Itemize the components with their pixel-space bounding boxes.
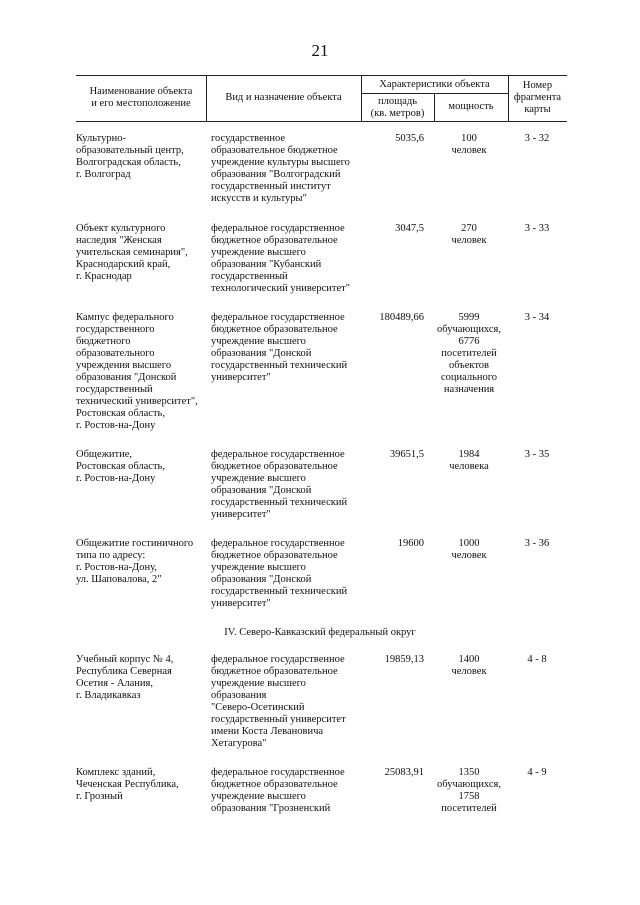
header-power: мощность xyxy=(448,101,494,112)
object-name: Общежитие, Ростовская область, г. Ростов-на-Дону xyxy=(76,449,165,484)
object-area: 3047,5 xyxy=(395,223,424,234)
object-name: Культурно- образовательный центр, Волгоградская область, г. Волгоград xyxy=(76,133,184,180)
header-purpose: Вид и назначение объекта xyxy=(225,92,342,103)
object-area: 39651,5 xyxy=(389,449,424,460)
object-area: 19600 xyxy=(397,538,424,549)
object-name: Общежитие гостиничного типа по адресу: г. Ростов-на-Дону, ул. Шаповалова, 2" xyxy=(76,538,194,585)
header-characteristics: Характеристики объекта xyxy=(379,79,490,90)
map-fragment-number: 3 - 34 xyxy=(524,312,550,323)
object-purpose: федеральное государственное бюджетное образовательное учреждение высшего образования "Донской государственный технический университет" xyxy=(211,538,348,609)
map-fragment-number: 3 - 33 xyxy=(524,223,550,234)
map-fragment-number: 3 - 35 xyxy=(524,449,550,460)
object-capacity: 270 человек xyxy=(451,223,487,246)
object-capacity: 1984 человека xyxy=(449,449,489,472)
map-fragment-number: 3 - 36 xyxy=(524,538,550,549)
object-purpose: федеральное государственное бюджетное образовательное учреждение высшего образования "Донской государственный технический университет" xyxy=(211,312,348,383)
object-capacity: 1400 человек xyxy=(451,654,487,677)
object-name: Комплекс зданий, Чеченская Республика, г. Грозный xyxy=(76,767,179,802)
object-name: Учебный корпус № 4, Республика Северная Осетия - Алания, г. Владикавказ xyxy=(76,654,174,701)
header-name: Наименование объекта и его местоположение xyxy=(89,86,193,109)
header-bottom-border xyxy=(76,121,567,122)
header-top-border xyxy=(76,75,567,76)
object-area: 19859,13 xyxy=(384,654,424,665)
object-area: 5035,6 xyxy=(395,133,424,144)
object-name: Кампус федерального государственного бюджетного образовательного учреждения высшего образования "Донской государственный технический университет", Ростовская область, г. Ростов-на-Дону xyxy=(76,312,198,431)
object-purpose: государственное образовательное бюджетное учреждение культуры высшего образования "Волгоградский государственный институт искусств и культуры" xyxy=(211,133,350,204)
section-title: IV. Северо-Кавказский федеральный округ xyxy=(224,627,416,638)
map-fragment-number: 3 - 32 xyxy=(524,133,550,144)
object-purpose: федеральное государственное бюджетное образовательное учреждение высшего образования "Северо-Осетинский государственный университет имени Коста Левановича Хетагурова" xyxy=(211,654,346,749)
object-capacity: 5999 обучающихся, 6776 посетителей объектов социального назначения xyxy=(437,312,501,395)
object-capacity: 100 человек xyxy=(451,133,487,156)
header-area: площадь (кв. метров) xyxy=(370,96,425,119)
object-area: 180489,66 xyxy=(379,312,424,323)
header-fragment: Номер фрагмента карты xyxy=(513,80,562,115)
map-fragment-number: 4 - 8 xyxy=(527,654,547,665)
map-fragment-number: 4 - 9 xyxy=(527,767,547,778)
object-purpose: федеральное государственное бюджетное образовательное учреждение высшего образования "Донской государственный технический университет" xyxy=(211,449,348,520)
object-purpose: федеральное государственное бюджетное образовательное учреждение высшего образования "Грозненский xyxy=(211,767,345,814)
object-purpose: федеральное государственное бюджетное образовательное учреждение высшего образования "Кубанский государственный технологический университет" xyxy=(211,223,351,294)
object-capacity: 1000 человек xyxy=(451,538,487,561)
page-number: 21 xyxy=(311,41,329,60)
object-area: 25083,91 xyxy=(384,767,424,778)
object-name: Объект культурного наследия "Женская учительская семинария", Краснодарский край, г. Краснодар xyxy=(76,223,188,282)
object-capacity: 1350 обучающихся, 1758 посетителей xyxy=(437,767,501,814)
